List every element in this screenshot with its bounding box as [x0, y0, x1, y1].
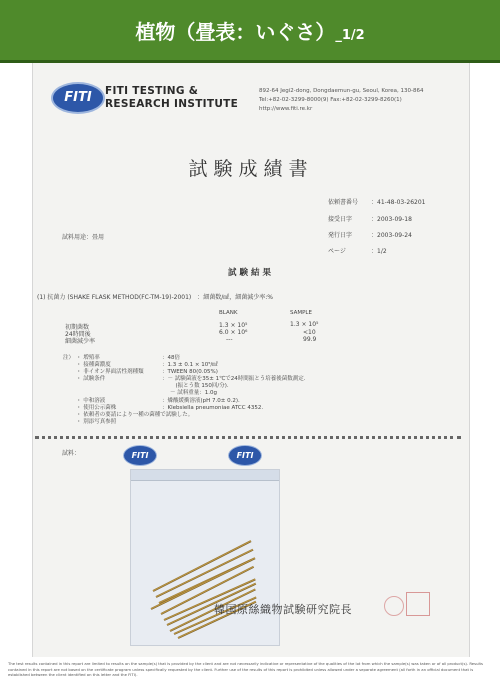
header-banner — [0, 0, 500, 63]
note-key: ・ 試験条件 — [76, 376, 106, 382]
note-value: ：Klebsiella pneumoniae ATCC 4352. — [162, 405, 264, 411]
note-value: ：－ 試験菌液を35± 1℃で24時間振とう培養後菌数測定. — [162, 376, 306, 382]
institute-name-line1: FITI TESTING & — [105, 85, 199, 97]
meta-issued: 発行日字 ：2003-09-24 — [328, 232, 412, 239]
meta-label: ページ — [328, 248, 346, 255]
note-key: ・ 接種菌濃度 — [76, 362, 111, 368]
institute-address — [259, 87, 424, 114]
sample-photo-label: 試料： — [62, 450, 81, 457]
banner-title-text: 植物（畳表：いぐさ） — [135, 20, 336, 44]
meta-value: 2003-09-24 — [377, 232, 412, 239]
notes-label: 注） — [63, 355, 75, 361]
note-key: ・ 依頼者の要請により一種の菌種で試験した。 — [76, 412, 194, 418]
banner-page-suffix: _1/2 — [335, 28, 365, 43]
meta-label: 接受日字 — [328, 216, 353, 223]
note-key: ・ 非イオン界面活性剤種類 — [76, 369, 144, 375]
row-label: 初期菌数 — [65, 324, 90, 331]
banner-title — [0, 16, 500, 45]
meta-page: ページ ：1/2 — [328, 248, 387, 255]
row-sample-value: 1.3 × 10⁵ — [290, 321, 319, 328]
row-blank-value: 1.3 × 10⁵ — [219, 322, 248, 329]
fiti-logo-icon: FITI — [51, 82, 105, 114]
institute-name — [105, 85, 238, 111]
row-blank-value: --- — [226, 336, 233, 343]
test-report-document — [32, 63, 470, 657]
row-sample-value: 99.9 — [303, 336, 317, 343]
note-value: ：燐酸緩衝溶液(pH 7.0± 0.2). — [162, 398, 240, 404]
column-header-sample: SAMPLE — [290, 310, 312, 316]
disclaimer-footer: The test results contained in this report are limited to results on the sample(s) that is provided by the client and are not necessarily indicative or representative of the qualities of the lot from which the sample(s) was taken or of all product(s). Results contained in this report are not based on the certificate program unless specifically requested by the client. Further use of the results of this report is prohibited unless allowed under a separate agreement (all forth in an official document that is established between the client identified on this letter and the FITI). — [8, 661, 484, 677]
sample-use: 試料用途：畳用 — [62, 234, 105, 241]
section-title: 試験結果 — [227, 268, 274, 278]
note-value: － 試料重量：1.0g — [170, 390, 217, 396]
row-label: 細菌減少率 — [65, 338, 96, 345]
institute-url: http://www.fiti.re.kr — [259, 106, 313, 112]
note-value: (振とう数 150回/分). — [170, 383, 229, 389]
test-method: (1) 抗菌力 (SHAKE FLASK METHOD(FC-TM-19)-2001) ：細菌数/㎖，細菌減少率:% — [37, 294, 273, 301]
meta-value: 41-48-03-26201 — [377, 199, 426, 206]
institute-signature-line: 韓国原絲織物試験研究院長 — [214, 603, 352, 616]
institute-phone-line: Tel:+82-02-3299-8000(9) Fax:+82-02-3299-8260(1) — [259, 97, 402, 103]
meta-received: 接受日字 ：2003-09-18 — [328, 216, 412, 223]
institute-name-line2: RESEARCH INSTITUTE — [105, 98, 239, 110]
institute-address-line: 892-64 Jegi2-dong, Dongdaemun-gu, Seoul, Korea, 130-864 — [259, 88, 424, 94]
note-value: ：1.3 ± 0.1 × 10⁵/㎖ — [162, 362, 218, 368]
row-sample-value: <10 — [303, 329, 316, 336]
bag-zipper — [131, 470, 279, 481]
meta-value: 2003-09-18 — [377, 216, 412, 223]
document-title: 試験成績書 — [188, 158, 314, 180]
meta-label: 依頼書番号 — [328, 199, 359, 206]
red-seal-stamp — [384, 596, 404, 616]
meta-label: 発行日字 — [328, 232, 353, 239]
bag-logo-right-icon: FITI — [228, 445, 262, 466]
red-square-stamp — [406, 592, 430, 616]
row-blank-value: 6.0 × 10⁶ — [219, 329, 248, 336]
note-value: ：TWEEN 80(0.05%) — [162, 369, 218, 375]
meta-report-no: 依頼書番号 ：41-48-03-26201 — [328, 199, 426, 206]
note-key: ・ 中和溶液 — [76, 398, 106, 404]
meta-value: 1/2 — [377, 248, 387, 255]
bag-logo-left-icon: FITI — [123, 445, 157, 466]
note-value: ：48倍 — [162, 355, 180, 361]
note-key: ・ 増殖率 — [76, 355, 100, 361]
note-key: ・ 別添写真参照 — [76, 419, 117, 425]
dotted-divider — [35, 436, 461, 439]
row-label: 24時間後 — [65, 331, 91, 338]
sample-bag-photo — [130, 469, 280, 646]
column-header-blank: BLANK — [219, 310, 238, 316]
note-key: ・ 使用公示菌株 — [76, 405, 117, 411]
